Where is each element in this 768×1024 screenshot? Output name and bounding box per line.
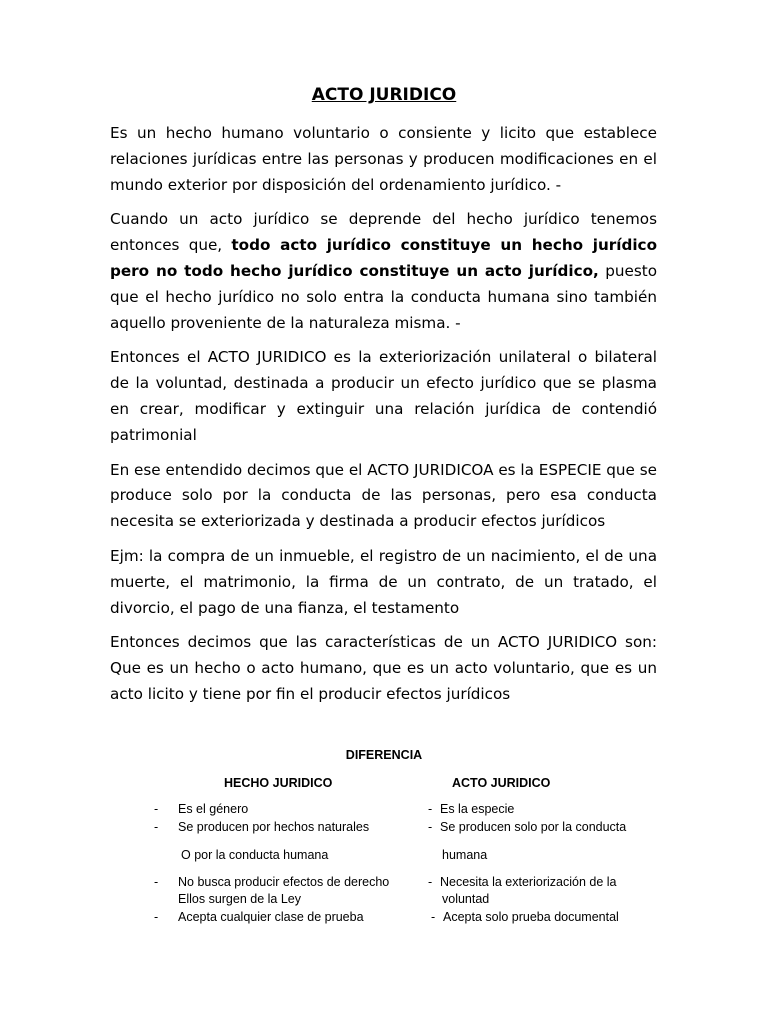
left-item-3: No busca producir efectos de derecho	[178, 875, 390, 889]
list-bullet: -	[154, 910, 159, 924]
list-bullet: -	[428, 875, 433, 889]
list-bullet: -	[154, 875, 159, 889]
difference-heading: DIFERENCIA	[345, 748, 423, 762]
paragraph-4: En ese entendido decimos que el ACTO JURIDICOA es la ESPECIE que se produce solo por la conducta de las personas, pero esa conducta necesita se exteriorizada y destinada a producir efectos jurídicos	[110, 460, 657, 531]
left-item-2: Se producen por hechos naturales	[178, 820, 370, 834]
right-item-3-continuation: voluntad	[442, 892, 490, 906]
right-item-3: Necesita la exteriorización de la	[440, 875, 617, 889]
paragraph-2-bold: todo acto jurídico constituye un hecho jurídico pero no todo hecho jurídico constituye un acto jurídico,	[110, 236, 657, 280]
left-column-header: HECHO JURIDICO	[224, 776, 333, 790]
right-column-header: ACTO JURIDICO	[452, 776, 551, 790]
left-item-1: Es el género	[178, 802, 249, 816]
paragraph-1: Es un hecho humano voluntario o consiente y licito que establece relaciones jurídicas entre las personas y producen modificaciones en el mundo exterior por disposición del ordenamiento jurídico. -	[110, 124, 657, 194]
list-bullet: -	[154, 802, 159, 816]
paragraph-3: Entonces el ACTO JURIDICO es la exteriorización unilateral o bilateral de la voluntad, destinada a producir un efecto jurídico que se plasma en crear, modificar y extinguir una relación jurídica de contendió patrimonial	[110, 348, 657, 444]
right-item-2-continuation: humana	[442, 848, 488, 862]
right-item-4: Acepta solo prueba documental	[443, 910, 619, 924]
list-bullet: -	[154, 820, 159, 834]
left-item-2-continuation: O por la conducta humana	[181, 848, 329, 862]
right-item-1: Es la especie	[440, 802, 515, 816]
document-body	[110, 121, 657, 717]
document-title: ACTO JURIDICO	[311, 85, 457, 105]
paragraph-6: Entonces decimos que las características de un ACTO JURIDICO son: Que es un hecho o acto humano, que es un acto voluntario, que es un acto licito y tiene por fin el producir efectos jurídicos	[110, 633, 657, 703]
list-bullet: -	[428, 802, 433, 816]
list-bullet: -	[428, 820, 433, 834]
list-bullet: -	[431, 910, 436, 924]
paragraph-2-start: Cuando un acto jurídico se deprende del hecho jurídico tenemos entonces que,	[110, 210, 657, 255]
left-item-3-continuation: Ellos surgen de la Ley	[178, 892, 301, 906]
right-item-2: Se producen solo por la conducta	[440, 820, 627, 834]
paragraph-2	[110, 207, 657, 336]
paragraph-5: Ejm: la compra de un inmueble, el registro de un nacimiento, el de una muerte, el matrimonio, la firma de un contrato, de un tratado, el divorcio, el pago de una fianza, el testamento	[110, 546, 657, 617]
left-item-4: Acepta cualquier clase de prueba	[178, 910, 364, 924]
paragraph-2-end: puesto que el hecho jurídico no solo entra la conducta humana sino también aquello proveniente de la naturaleza misma. -	[110, 261, 657, 332]
